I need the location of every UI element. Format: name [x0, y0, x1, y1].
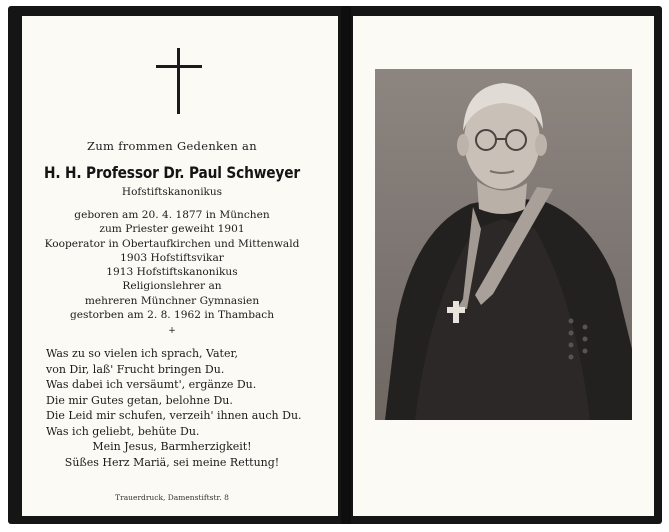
bio-line: Religionslehrer an [122, 280, 222, 293]
bio-line: 1913 Hofstiftskanonikus [106, 266, 238, 279]
card-fold [341, 6, 351, 524]
prayer-poem [46, 346, 302, 439]
deceased-title: Hofstiftskanonikus [121, 186, 223, 198]
intro-text: Zum frommen Gedenken an [87, 139, 257, 153]
bio-line: Kooperator in Obertaufkirchen und Mittenwald [44, 237, 300, 250]
poem-line: Was dabei ich versäumt', ergänze Du. [46, 378, 257, 391]
prayer-line: Mein Jesus, Barmherzigkeit! [92, 440, 252, 453]
bio-line: mehreren Münchner Gymnasien [84, 294, 260, 307]
poem-line: Was ich geliebt, behüte Du. [46, 424, 200, 438]
closing-prayer [14, 439, 330, 471]
poem-line: Was zu so vielen ich sprach, Vater, [46, 347, 239, 360]
bio-line: zum Priester geweiht 1901 [99, 223, 245, 236]
bio-line: geboren am 20. 4. 1877 in München [74, 209, 270, 221]
poem-line: Die Leid mir schufen, verzeih' ihnen auch Du. [46, 409, 302, 422]
poem-line: Die mir Gutes getan, belohne Du. [46, 393, 233, 407]
printer-imprint: Trauerdruck, Damenstiftstr. 8 [115, 493, 229, 502]
bio-line: 1903 Hofstiftsvikar [120, 251, 224, 264]
poem-line: von Dir, laß' Frucht bringen Du. [46, 362, 225, 376]
bio-line: gestorben am 2. 8. 1962 in Thambach [69, 309, 275, 322]
portrait-photo [375, 69, 632, 420]
deceased-name: H. H. Professor Dr. Paul Schweyer [43, 163, 301, 182]
biography [14, 208, 330, 322]
cross-icon [156, 48, 202, 114]
small-cross-icon: + [168, 326, 176, 336]
prayer-line: Süßes Herz Mariä, sei meine Rettung! [64, 456, 280, 469]
